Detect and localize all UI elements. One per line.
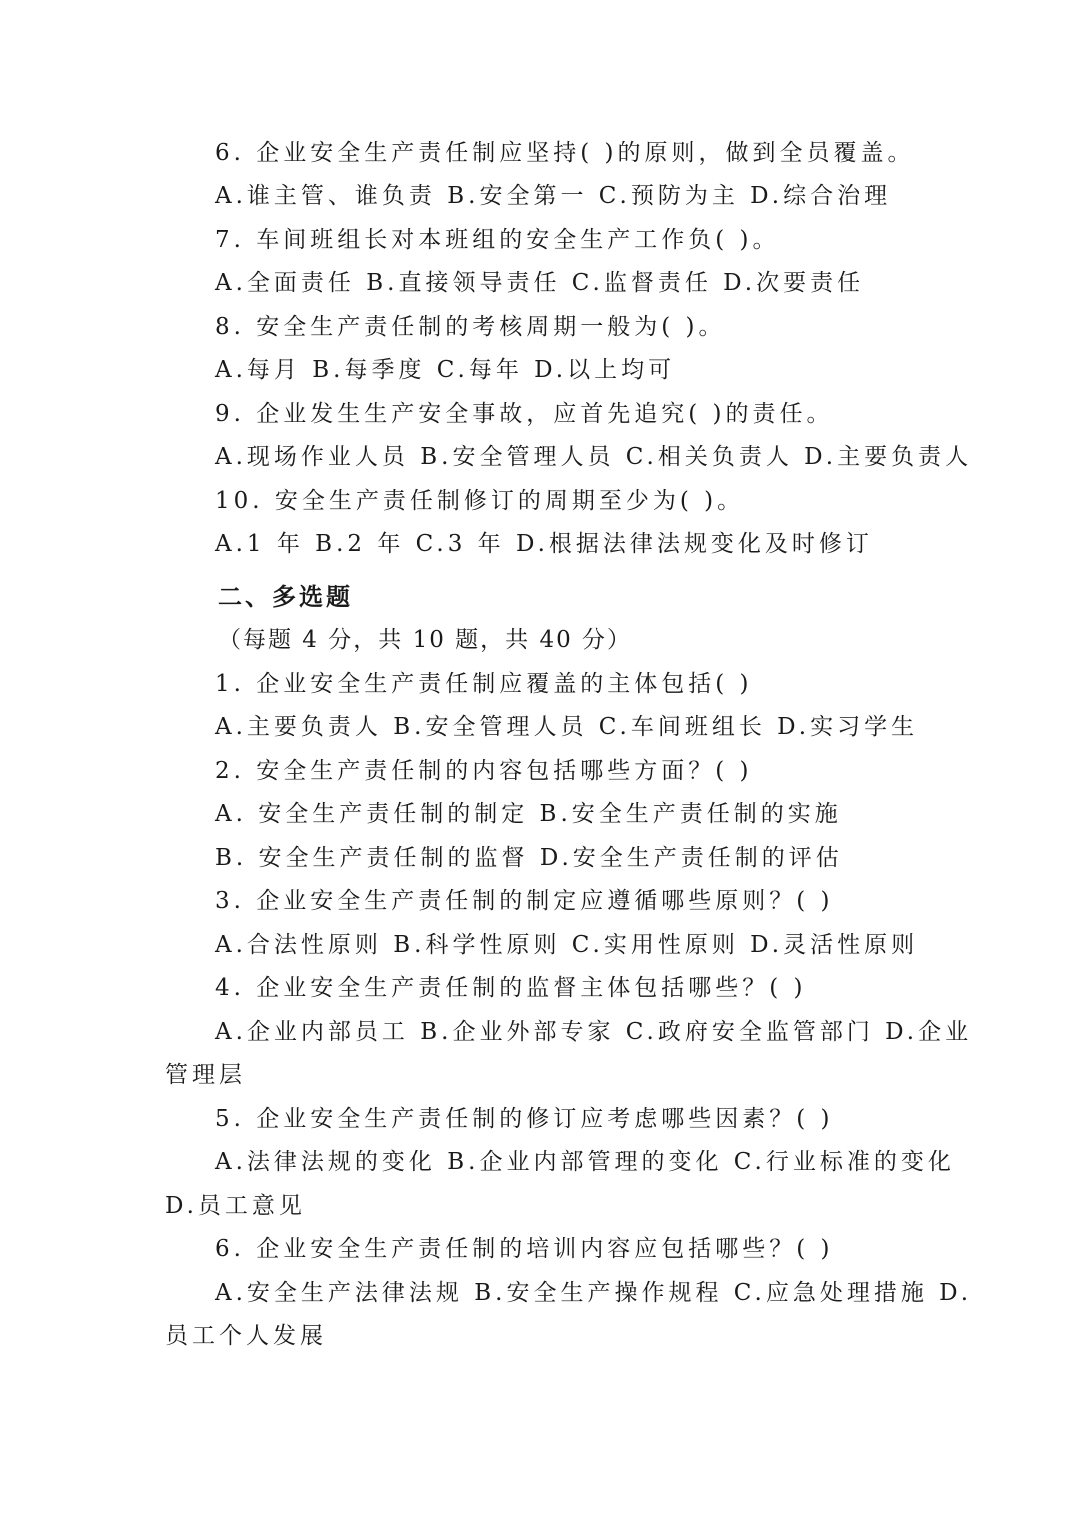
- mc-question-5-options-line2: D.员工意见: [165, 1193, 306, 1219]
- section-note: （每题 4 分，共 10 题，共 40 分）: [218, 627, 633, 653]
- question-10-options: A.1 年 B.2 年 C.3 年 D.根据法律法规变化及时修订: [215, 531, 873, 557]
- question-7-options: A.全面责任 B.直接领导责任 C.监督责任 D.次要责任: [215, 270, 865, 296]
- question-8-options: A.每月 B.每季度 C.每年 D.以上均可: [215, 357, 676, 383]
- question-10: 10. 安全生产责任制修订的周期至少为( )。: [215, 488, 745, 514]
- mc-question-2: 2. 安全生产责任制的内容包括哪些方面？( ): [215, 758, 753, 784]
- question-6: 6. 企业安全生产责任制应坚持( )的原则，做到全员覆盖。: [215, 140, 915, 166]
- mc-question-6-options-line1: A.安全生产法律法规 B.安全生产操作规程 C.应急处理措施 D.: [215, 1280, 973, 1306]
- mc-question-2-options-line2: B. 安全生产责任制的监督 D.安全生产责任制的评估: [215, 845, 843, 871]
- mc-question-5: 5. 企业安全生产责任制的修订应考虑哪些因素？( ): [215, 1106, 834, 1132]
- question-8: 8. 安全生产责任制的考核周期一般为( )。: [215, 314, 726, 340]
- section-heading: 二、多选题: [218, 583, 353, 611]
- mc-question-3: 3. 企业安全生产责任制的制定应遵循哪些原则？( ): [215, 888, 834, 914]
- question-9: 9. 企业发生生产安全事故，应首先追究( )的责任。: [215, 401, 834, 427]
- mc-question-3-options: A.合法性原则 B.科学性原则 C.实用性原则 D.灵活性原则: [215, 932, 919, 958]
- mc-question-4-options-line1: A.企业内部员工 B.企业外部专家 C.政府安全监管部门 D.企业: [215, 1019, 973, 1045]
- mc-question-1: 1. 企业安全生产责任制应覆盖的主体包括( ): [215, 671, 753, 697]
- mc-question-6: 6. 企业安全生产责任制的培训内容应包括哪些？( ): [215, 1236, 834, 1262]
- mc-question-6-options-line2: 员工个人发展: [165, 1323, 327, 1349]
- mc-question-5-options-line1: A.法律法规的变化 B.企业内部管理的变化 C.行业标准的变化: [215, 1149, 955, 1175]
- mc-question-4: 4. 企业安全生产责任制的监督主体包括哪些？( ): [215, 975, 807, 1001]
- mc-question-2-options-line1: A. 安全生产责任制的制定 B.安全生产责任制的实施: [215, 801, 842, 827]
- question-7: 7. 车间班组长对本班组的安全生产工作负( )。: [215, 227, 780, 253]
- question-9-options: A.现场作业人员 B.安全管理人员 C.相关负责人 D.主要负责人: [215, 444, 973, 470]
- question-6-options: A.谁主管、谁负责 B.安全第一 C.预防为主 D.综合治理: [215, 183, 892, 209]
- mc-question-1-options: A.主要负责人 B.安全管理人员 C.车间班组长 D.实习学生: [215, 714, 919, 740]
- mc-question-4-options-line2: 管理层: [165, 1062, 246, 1088]
